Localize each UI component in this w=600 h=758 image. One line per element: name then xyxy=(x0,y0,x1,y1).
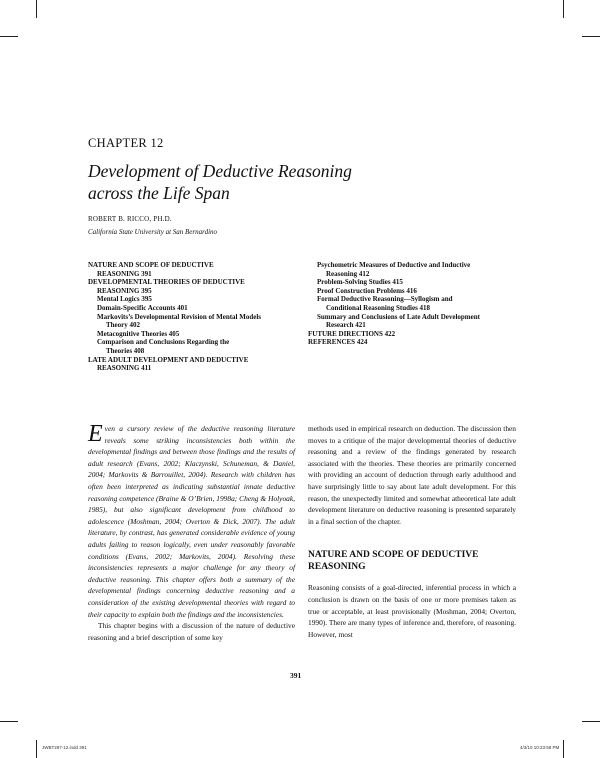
toc-entry: Metacognitive Theories 405 xyxy=(97,329,180,338)
right-column xyxy=(308,423,516,640)
toc-entry: Markovits’s Developmental Revision of Mental Models xyxy=(97,312,262,321)
crop-mark xyxy=(0,36,18,37)
toc-entry: Theory 402 xyxy=(106,321,141,330)
footer-timestamp: 4/3/10 10:23:58 PM xyxy=(520,745,560,750)
footer-file-info: JWBT287-12.indd 391 xyxy=(42,745,87,750)
toc-entry: Mental Logics 395 xyxy=(97,295,152,304)
section-heading xyxy=(308,549,516,573)
section-heading-line: NATURE AND SCOPE OF DEDUCTIVE xyxy=(308,550,479,561)
toc-entry: Psychometric Measures of Deductive and Inductive xyxy=(317,261,471,269)
toc-entry: REASONING 411 xyxy=(97,364,152,373)
left-column xyxy=(88,423,295,643)
page-number: 391 xyxy=(290,671,302,680)
crop-mark xyxy=(563,0,564,18)
crop-mark xyxy=(582,36,600,37)
toc-entry: Reasoning 412 xyxy=(326,269,370,278)
intro-text: ven a cursory review of the deductive reasoning literature reveals some striking inconsistencies both within the developmental findings and between those findings and the results of adult research (Evans, 2002; Klaczynski, Schuneman, & Daniel, 2004; Markovits & Barrouillet, 2004). Research with children has often been interpreted as indicating substantial innate deductive reasoning competence (Braine & O’Brien, 1998a; Cheng & Holyoak, 1985), but also significant development from childhood to adolescence (Moshman, 2004; Overton & Dick, 2007). The adult literature, by contrast, has generated considerable evidence of young adults failing to reason logically, even under reasonably favorable conditions (Evans, 2002; Markovits, 2004). Resolving these inconsistencies represents a major challenge for any theory of deductive reasoning. This chapter offers both a summary of the developmental findings concerning deductive reasoning and a consideration of the existing developmental theories with regard to their capacity to explain both the findings and the inconsistencies. xyxy=(88,424,295,619)
toc-entry: REASONING 391 xyxy=(97,269,152,278)
chapter-title-line: across the Life Span xyxy=(88,183,230,203)
toc-right xyxy=(308,261,518,347)
crop-mark xyxy=(563,740,564,758)
crop-mark xyxy=(0,721,18,722)
toc-entry: LATE ADULT DEVELOPMENT AND DEDUCTIVE xyxy=(88,355,249,364)
chapter-label: CHAPTER 12 xyxy=(88,136,164,150)
toc-entry: NATURE AND SCOPE OF DEDUCTIVE xyxy=(88,261,214,269)
toc-entry: DEVELOPMENTAL THEORIES OF DEDUCTIVE xyxy=(88,278,245,287)
toc-left xyxy=(88,261,288,373)
chapter-title-line: Development of Deductive Reasoning xyxy=(88,161,352,181)
drop-cap: E xyxy=(88,421,103,447)
toc-entry: REFERENCES 424 xyxy=(308,338,368,347)
toc-entry: Summary and Conclusions of Late Adult Development xyxy=(317,312,480,321)
section-heading-line: REASONING xyxy=(308,562,366,573)
toc-entry: Domain-Specific Accounts 401 xyxy=(97,303,188,312)
intro-paragraph xyxy=(88,423,295,620)
author-affiliation: California State University at San Bernardino xyxy=(88,228,218,236)
chapter-title xyxy=(88,160,388,204)
body-paragraph: This chapter begins with a discussion of the nature of deductive reasoning and a brief description of some key xyxy=(88,621,295,642)
crop-mark xyxy=(36,740,37,758)
crop-mark xyxy=(36,0,37,18)
body-paragraph: Reasoning consists of a goal-directed, inferential process in which a conclusion is drawn on the basis of one or more premises taken as true or acceptable, at least provisionally (Moshman, 2004; Overton, 1990). There are many types of inference and, therefore, of reasoning. However, most xyxy=(308,583,516,639)
crop-mark xyxy=(582,721,600,722)
toc-entry: REASONING 395 xyxy=(97,286,152,295)
toc-entry: FUTURE DIRECTIONS 422 xyxy=(308,329,396,338)
toc-entry: Problem-Solving Studies 415 xyxy=(317,278,403,287)
toc-entry: Comparison and Conclusions Regarding the xyxy=(97,338,230,347)
toc-entry: Research 421 xyxy=(326,321,366,330)
toc-entry: Theories 408 xyxy=(106,346,145,355)
toc-entry: Formal Deductive Reasoning—Syllogism and xyxy=(317,295,453,304)
body-paragraph: methods used in empirical research on deduction. The discussion then moves to a critique of the major developmental theories of deductive reasoning and a review of the findings generated by research associated with the theories. These theories are primarily concerned with providing an account of deduction through early adulthood and have surprisingly little to say about late adult development. For this reason, the unexpectedly limited and somewhat atheoretical late adult development literature on deductive reasoning is presented separately in a final section of the chapter. xyxy=(308,424,516,526)
toc-entry: Proof Construction Problems 416 xyxy=(317,286,417,295)
toc-entry: Conditional Reasoning Studies 418 xyxy=(326,303,431,312)
author-name: ROBERT B. RICCO, PH.D. xyxy=(88,215,172,223)
